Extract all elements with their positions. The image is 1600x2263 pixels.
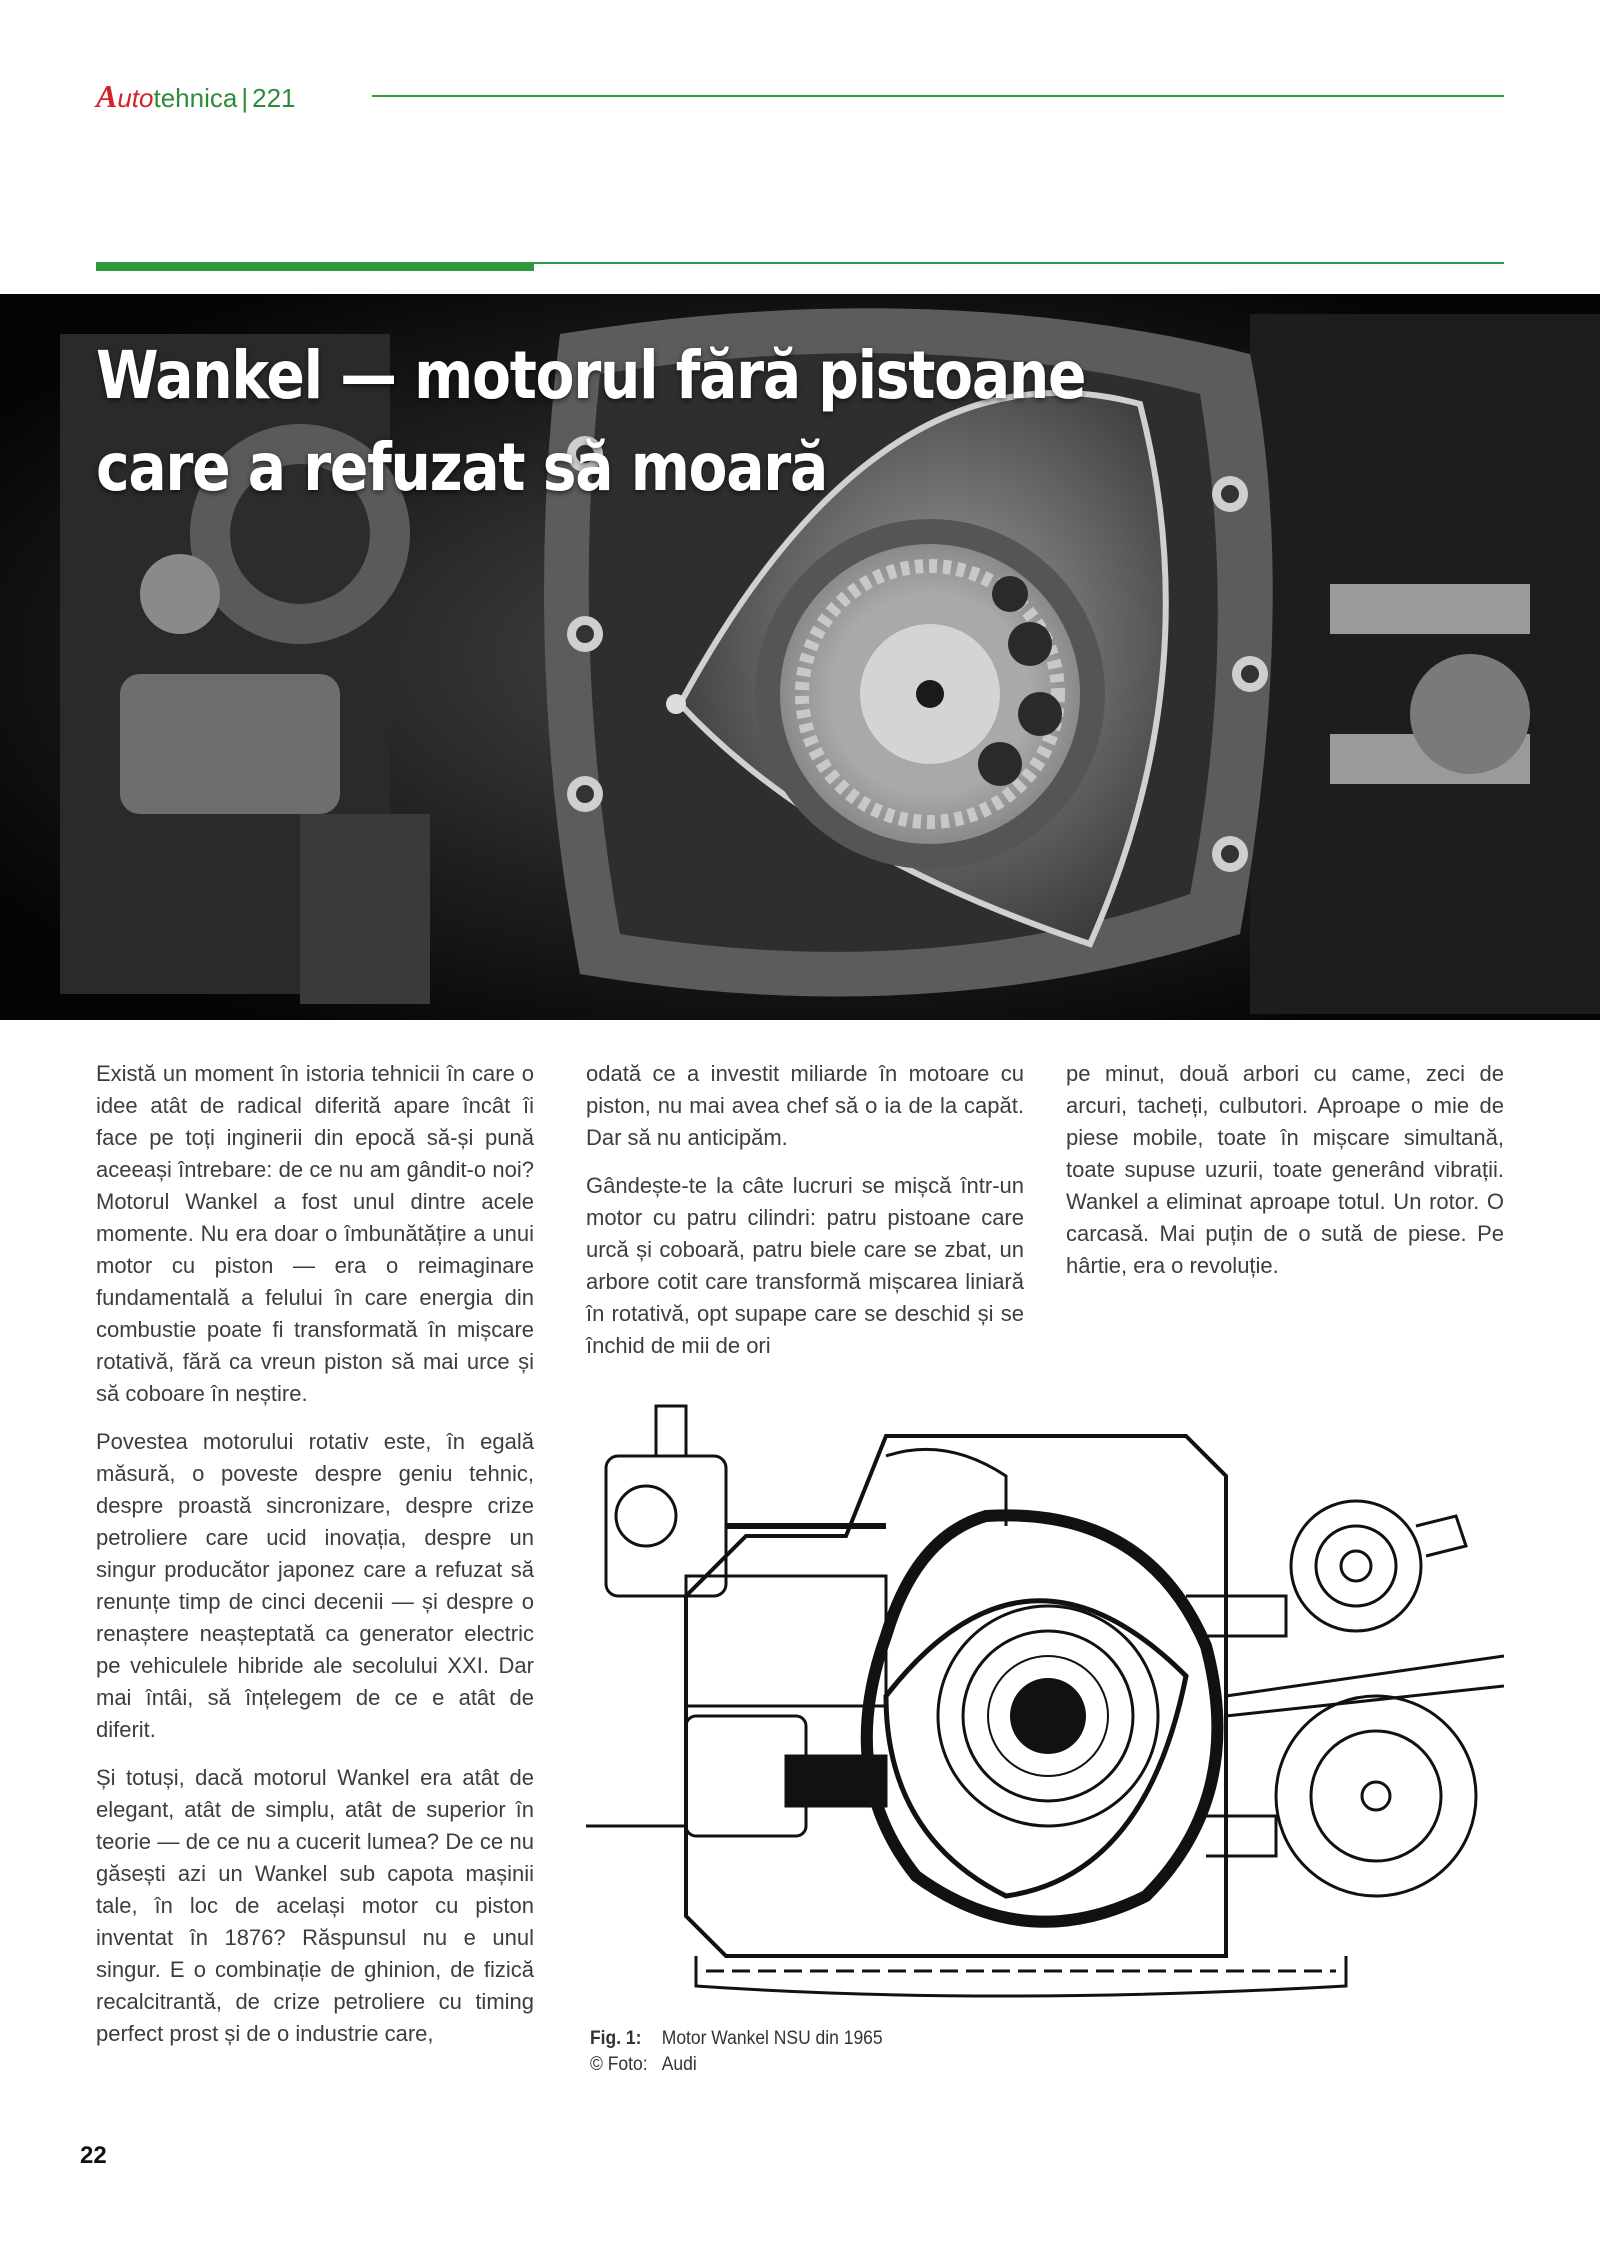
wankel-diagram-drawing	[586, 1396, 1504, 2006]
credit-line	[590, 2052, 883, 2078]
page-number: 22	[80, 2142, 107, 2169]
hero-image	[0, 294, 1600, 1020]
paragraph: Există un moment în istoria tehnicii în care o idee atât de radical diferită apare încât îi face pe toți inginerii din epocă să-și pună aceeași întrebare: de ce nu am gândit-o noi? Motorul Wankel a fost unul dintre acele momente. Nu era doar o îmbunătățire a unui motor cu piston — era o reimaginare fundamentală a felului în care energia din combustie poate fi transformată în mișcare rotativă, fără ca vreun piston să mai urce și să coboare în neștire.	[96, 1061, 534, 1406]
engine-cross-section-figure	[586, 1396, 1504, 2006]
logo-letter: A	[96, 78, 118, 114]
paragraph: odată ce a investit miliarde în motoare cu piston, nu mai avea chef să o ia de la capăt. Dar să nu anticipăm.	[586, 1061, 1024, 1150]
figure-label: Fig. 1:	[590, 2028, 642, 2049]
logo-uto: uto	[117, 83, 154, 113]
paragraph: pe minut, două arbori cu came, zeci de arcuri, tacheți, culbutori. Aproape o mie de piese mobile, toate în mișcare simultană, toate supuse uzurii, toate generând vibrații. Wankel a eliminat aproape totul. Un rotor. O carcasă. Mai puțin de o sută de piese. Pe hârtie, era o revoluție.	[1066, 1061, 1504, 1278]
figure-text: Motor Wankel NSU din 1965	[661, 2028, 883, 2049]
header-rule	[372, 95, 1504, 97]
section-rule-accent	[96, 262, 534, 271]
logo-tehnica: tehnica	[153, 83, 238, 113]
text-column-2	[586, 1058, 1024, 1378]
issue-number: 221	[252, 83, 296, 113]
caption-line	[590, 2026, 883, 2052]
paragraph: Povestea motorului rotativ este, în egală măsură, o poveste despre geniu tehnic, despre proastă sincronizare, despre crize petroliere care ucid inovația, despre un singur producător japonez care a refuzat să renunțe timp de cinci decenii — și despre o renaștere neașteptată ca generator electric pe vehiculele hibride ale secolului XXI. Dar mai întâi, să înțelegem de ce e atât de diferit.	[96, 1429, 534, 1742]
text-column-3	[1066, 1058, 1504, 1298]
paragraph: Gândește-te la câte lucruri se mișcă într-un motor cu patru cilindri: patru pistoane care urcă și coboară, patru biele care se zbat, un arbore cotit care transformă mișcarea liniară în rotativă, opt supape care se deschid și se închid de mii de ori	[586, 1173, 1024, 1358]
paragraph: Și totuși, dacă motorul Wankel era atât de elegant, atât de simplu, atât de superior în teorie — de ce nu a cucerit lumea? De ce nu găsești azi un Wankel sub capota mașinii tale, în loc de același motor cu piston inventat în 1876? Răspunsul nu e unul singur. E o combinație de ghinion, de fizică recalcitrantă, de crize petroliere cu timing perfect prost și de o industrie care,	[96, 1765, 534, 2046]
text-column-1	[96, 1058, 534, 2066]
figure-caption	[590, 2026, 883, 2078]
credit-text: Audi	[661, 2054, 697, 2075]
logo-separator: |	[241, 83, 249, 113]
magazine-logo	[96, 78, 296, 115]
page-header	[96, 78, 1504, 114]
credit-label: © Foto:	[590, 2054, 648, 2075]
article-title: Wankel — motorul fără pistoane care a refuzat să moară	[96, 337, 1086, 506]
